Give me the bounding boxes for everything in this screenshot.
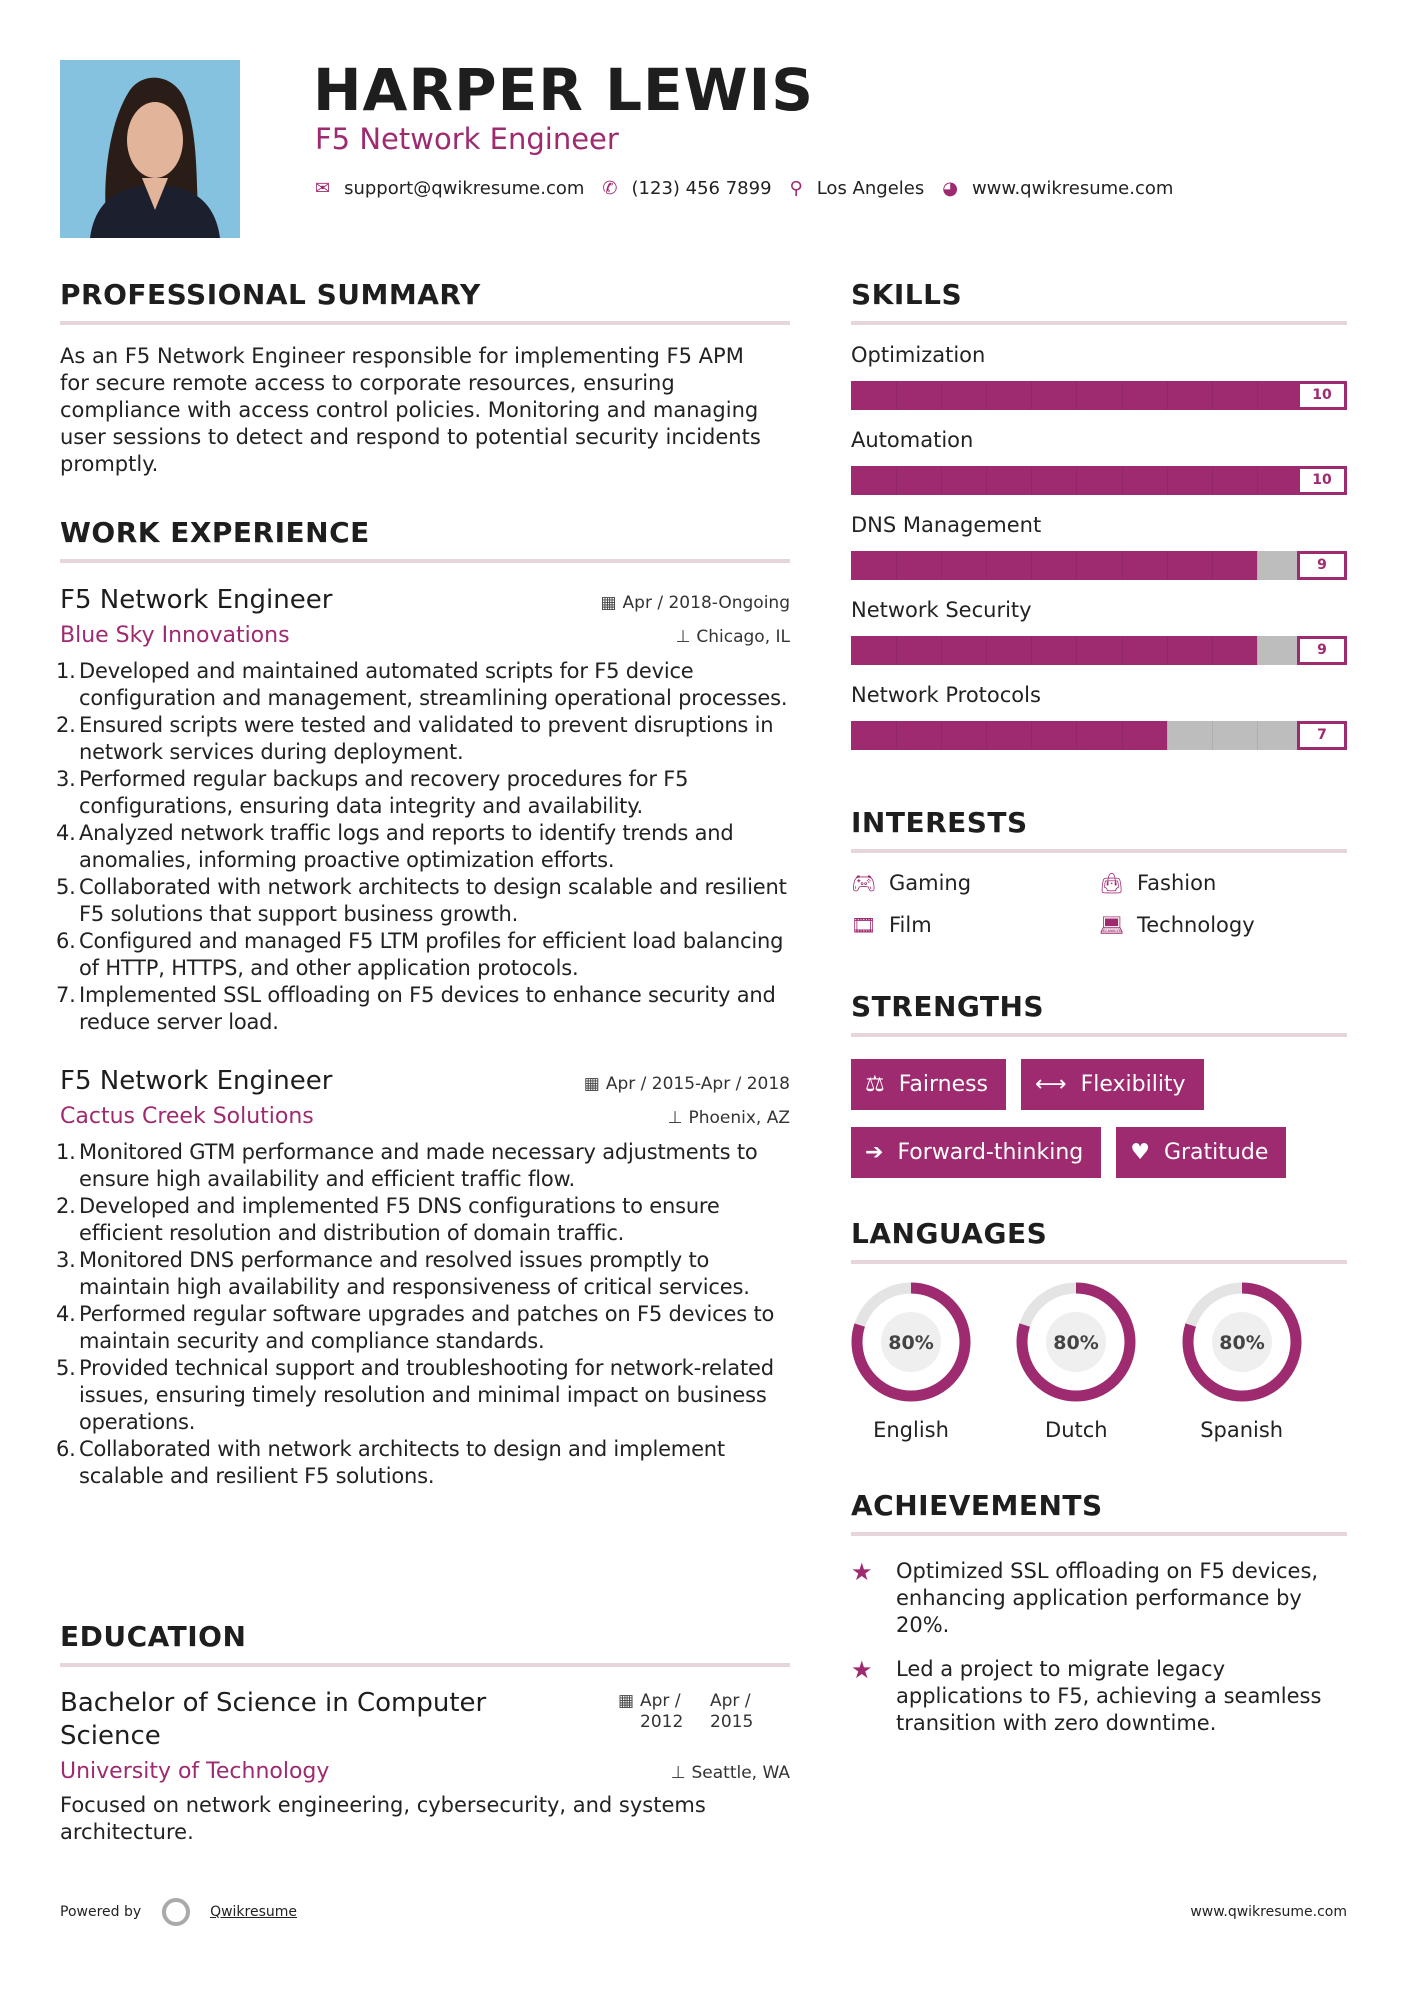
candidate-name: HARPER LEWIS [313, 56, 814, 124]
experience-section [56, 516, 790, 1490]
list-number: 7. [56, 983, 76, 1007]
donut-percent-label: 80% [1218, 1332, 1265, 1354]
list-number: 6. [56, 1437, 76, 1461]
languages-section [851, 1217, 1347, 1442]
interest-item [1099, 913, 1347, 937]
arrows-horizontal-icon: ⟷ [1035, 1072, 1067, 1097]
list-number: 2. [56, 713, 76, 737]
company-name: Cactus Creek Solutions [60, 1104, 314, 1129]
strength-tag [1021, 1059, 1204, 1110]
list-number: 4. [56, 1302, 76, 1326]
contact-bar [315, 178, 1191, 199]
section-divider [851, 1033, 1347, 1037]
list-item [56, 1193, 790, 1247]
skill-bar [851, 636, 1347, 665]
list-text: Monitored GTM performance and made necessary adjustments to ensure high availability and efficient traffic flow. [79, 1140, 758, 1191]
donut-percent-label: 80% [888, 1332, 934, 1354]
language-donut [1016, 1282, 1136, 1402]
contact-text[interactable]: www.qwikresume.com [971, 178, 1174, 199]
list-text: Configured and managed F5 LTM profiles for efficient load balancing of HTTP, HTTPS, and other application protocols. [79, 929, 784, 980]
skill-label: Optimization [851, 343, 986, 367]
strength-label: Gratitude [1163, 1140, 1269, 1165]
list-item [56, 766, 790, 820]
contact-text[interactable]: Los Angeles [816, 178, 925, 199]
job-location [668, 1108, 790, 1128]
achievement-text: Led a project to migrate legacy applications to F5, achieving a seamless transition with zero downtime. [896, 1657, 1322, 1735]
achievement-item [851, 1558, 1347, 1639]
skill-bar-segment [941, 551, 942, 580]
contact-text[interactable]: support@qwikresume.com [344, 178, 585, 199]
company-name: Blue Sky Innovations [60, 623, 290, 648]
language-item [851, 1282, 1016, 1442]
language-item [1016, 1282, 1181, 1442]
skill-bar [851, 466, 1347, 495]
skill-bar-segment [1167, 466, 1168, 495]
list-item [56, 1247, 790, 1301]
skill-bar-segment [1031, 721, 1032, 750]
skill-label: Network Security [851, 598, 1032, 622]
skill-bar-segment [986, 381, 987, 410]
list-item [56, 658, 790, 712]
language-item [1182, 1282, 1347, 1442]
achievements-section [851, 1489, 1347, 1754]
skill-bar-segment [1122, 636, 1123, 665]
globe-icon: ◕ [942, 178, 958, 199]
interest-label: Fashion [1137, 871, 1217, 895]
shopping-bag-icon: 👜︎ [1099, 871, 1125, 895]
section-heading: INTERESTS [851, 806, 1028, 839]
skill-bar-segment [941, 466, 942, 495]
skill-bar-segment [1122, 551, 1123, 580]
skill-bar-segment [1122, 381, 1123, 410]
list-number: 3. [56, 767, 76, 791]
section-heading: ACHIEVEMENTS [851, 1489, 1103, 1522]
list-number: 5. [56, 875, 76, 899]
list-number: 5. [56, 1356, 76, 1380]
skill-bar-segment [1031, 381, 1032, 410]
pin-icon: ⊥ [670, 1763, 686, 1783]
envelope-icon: ✉ [315, 178, 331, 199]
interest-item [851, 871, 1099, 895]
skill-bar-segment [1257, 381, 1258, 410]
skill-bar-segment [1167, 721, 1168, 750]
school-location: Seattle, WA [691, 1763, 790, 1783]
education-dates [618, 1691, 760, 1753]
skill-bar-segment [896, 721, 897, 750]
film-icon: 🎞︎ [851, 913, 877, 937]
skill-bar-segment [1167, 636, 1168, 665]
strength-tag [1116, 1127, 1286, 1178]
balance-scale-icon: ⚖ [865, 1072, 885, 1097]
language-donut [1182, 1282, 1302, 1402]
skill-bar-segment [1257, 636, 1258, 665]
strength-label: Flexibility [1080, 1072, 1186, 1097]
list-item [56, 1436, 790, 1490]
calendar-icon: ▦ [617, 1691, 634, 1711]
date-text: Apr / 2015-Apr / 2018 [605, 1074, 790, 1094]
language-name: Spanish [1200, 1418, 1284, 1442]
responsibility-list [56, 658, 790, 1036]
job-header [60, 1066, 790, 1096]
summary-text: As an F5 Network Engineer responsible for implementing F5 APM for secure remote access to corporate resources, ensuring compliance with access control policies. Monitoring and managing user sessions to detect and respond to potential security incidents promptly. [60, 344, 761, 476]
list-item [56, 982, 790, 1036]
skill-bar-segment [896, 551, 897, 580]
skill-bar-segment [896, 466, 897, 495]
list-number: 1. [56, 659, 76, 683]
list-item [56, 1301, 790, 1355]
skill-bar-segment [1076, 721, 1077, 750]
skill-bar-segment [986, 551, 987, 580]
skill-level-badge: 10 [1297, 466, 1347, 495]
brand-link[interactable]: Qwikresume [210, 1904, 298, 1920]
job-title: F5 Network Engineer [60, 1066, 333, 1096]
footer [60, 1898, 1347, 1926]
section-heading: PROFESSIONAL SUMMARY [60, 278, 481, 311]
list-number: 1. [56, 1140, 76, 1164]
section-heading: STRENGTHS [851, 990, 1045, 1023]
footer-url[interactable]: www.qwikresume.com [1190, 1904, 1347, 1920]
skill-bar-fill [851, 721, 1167, 750]
skill-bar-segment [1257, 551, 1258, 580]
section-divider [851, 1260, 1347, 1264]
star-icon: ★ [851, 1656, 873, 1684]
list-number: 4. [56, 821, 76, 845]
map-pin-icon: ⚲ [789, 178, 803, 199]
list-item [56, 1139, 790, 1193]
section-heading: EDUCATION [60, 1620, 247, 1653]
powered-by-label: Powered by [60, 1904, 142, 1920]
responsibility-list [56, 1139, 790, 1490]
section-divider [60, 1663, 790, 1667]
skill-bar-segment [1212, 466, 1213, 495]
skill-bar-segment [896, 381, 897, 410]
calendar-icon: ▦ [583, 1074, 600, 1094]
heart-icon: ♥ [1130, 1140, 1150, 1165]
skill-bar-fill [851, 636, 1257, 665]
achievement-text: Optimized SSL offloading on F5 devices, enhancing application performance by 20%. [896, 1559, 1319, 1637]
contact-text[interactable]: (123) 456 7899 [631, 178, 772, 199]
strength-label: Forward-thinking [897, 1140, 1084, 1165]
school-name: University of Technology [60, 1759, 330, 1784]
list-text: Performed regular software upgrades and patches on F5 devices to maintain security and compliance standards. [79, 1302, 775, 1353]
profile-photo [60, 60, 240, 238]
skill-bar [851, 721, 1347, 750]
job-header [60, 585, 790, 615]
arrow-right-icon: ➔ [865, 1140, 884, 1165]
candidate-title: F5 Network Engineer [315, 122, 619, 156]
section-divider [60, 321, 790, 325]
list-number: 3. [56, 1248, 76, 1272]
skill-label: Network Protocols [851, 683, 1041, 707]
list-item [56, 820, 790, 874]
skill-level-badge: 7 [1297, 721, 1347, 750]
phone-icon: ✆ [602, 178, 618, 199]
skills-section [851, 278, 1347, 750]
list-item [56, 1355, 790, 1436]
section-heading: WORK EXPERIENCE [60, 516, 370, 549]
skill-bar-segment [1212, 381, 1213, 410]
language-donut [851, 1282, 971, 1402]
skill-bar [851, 381, 1347, 410]
achievement-item [851, 1656, 1347, 1737]
skill-bar-segment [1167, 381, 1168, 410]
skill-bar-segment [1031, 636, 1032, 665]
degree-title: Bachelor of Science in Computer Science [60, 1688, 487, 1751]
list-number: 6. [56, 929, 76, 953]
skill-level-badge: 10 [1297, 381, 1347, 410]
pin-icon: ⊥ [667, 1108, 683, 1128]
strengths-section [851, 990, 1347, 1178]
qwikresume-logo-icon [162, 1898, 190, 1926]
skill-bar-segment [1167, 551, 1168, 580]
job-dates [600, 593, 790, 613]
strength-tag [851, 1059, 1006, 1110]
end-date: Apr / 2015 [710, 1691, 754, 1732]
list-text: Implemented SSL offloading on F5 devices to enhance security and reduce server load. [79, 983, 776, 1034]
interest-item [851, 913, 1099, 937]
location-text: Chicago, IL [696, 627, 790, 647]
list-item [56, 874, 790, 928]
gamepad-icon: 🎮︎ [851, 871, 877, 895]
language-name: Dutch [1045, 1418, 1108, 1442]
skill-bar-segment [896, 636, 897, 665]
skill-bar-segment [986, 721, 987, 750]
skill-bar-segment [1257, 466, 1258, 495]
job-dates [584, 1074, 790, 1094]
laptop-icon: 💻︎ [1099, 913, 1125, 937]
skill-bar [851, 551, 1347, 580]
list-text: Collaborated with network architects to design and implement scalable and resilient F5 solutions. [79, 1437, 725, 1488]
section-divider [851, 849, 1347, 853]
job-entry [56, 585, 790, 1036]
skill-bar-segment [1212, 721, 1213, 750]
skill-bar-segment [1031, 551, 1032, 580]
skill-bar-segment [941, 721, 942, 750]
interest-label: Film [889, 913, 932, 937]
donut-percent-label: 80% [1053, 1332, 1100, 1354]
skill-label: DNS Management [851, 513, 1042, 537]
list-number: 2. [56, 1194, 76, 1218]
section-divider [851, 1532, 1347, 1536]
skill-bar-segment [986, 466, 987, 495]
job-subheader [60, 1104, 790, 1129]
strength-tag [851, 1127, 1101, 1178]
list-text: Developed and implemented F5 DNS configurations to ensure efficient resolution and distribution of domain traffic. [79, 1194, 720, 1245]
skill-bar-segment [986, 636, 987, 665]
job-location [676, 627, 790, 647]
skill-bar-segment [1212, 551, 1213, 580]
skill-bar-segment [1076, 466, 1077, 495]
skill-bar-fill [851, 551, 1257, 580]
skill-bar-segment [1122, 721, 1123, 750]
section-divider [851, 321, 1347, 325]
list-text: Collaborated with network architects to design scalable and resilient F5 solutions that support business growth. [79, 875, 787, 926]
pin-icon: ⊥ [675, 627, 691, 647]
list-text: Ensured scripts were tested and validated to prevent disruptions in network services during deployment. [79, 713, 774, 764]
job-subheader [60, 623, 790, 648]
skill-bar-segment [1031, 466, 1032, 495]
strength-label: Fairness [898, 1072, 989, 1097]
skill-bar-segment [1076, 551, 1077, 580]
list-text: Monitored DNS performance and resolved issues promptly to maintain high availability and responsiveness of critical services. [79, 1248, 750, 1299]
calendar-icon: ▦ [600, 593, 617, 613]
skill-bar-segment [1212, 636, 1213, 665]
star-icon: ★ [851, 1558, 873, 1586]
skill-bar-segment [941, 636, 942, 665]
language-name: English [873, 1418, 949, 1442]
skill-bar-segment [1257, 721, 1258, 750]
interest-label: Gaming [889, 871, 972, 895]
skill-bar-segment [941, 381, 942, 410]
list-text: Developed and maintained automated scripts for F5 device configuration and management, streamlining operational processes. [79, 659, 788, 710]
job-entry [56, 1066, 790, 1490]
list-item [56, 928, 790, 982]
section-heading: SKILLS [851, 278, 963, 311]
interests-section [851, 806, 1347, 937]
location-text: Phoenix, AZ [688, 1108, 790, 1128]
list-item [56, 712, 790, 766]
skill-level-badge: 9 [1297, 551, 1347, 580]
skill-label: Automation [851, 428, 974, 452]
skill-bar-segment [1122, 466, 1123, 495]
education-section [60, 1620, 790, 1846]
skill-bar-segment [1076, 636, 1077, 665]
job-title: F5 Network Engineer [60, 585, 333, 615]
skill-level-badge: 9 [1297, 636, 1347, 665]
interest-item [1099, 871, 1347, 895]
list-text: Analyzed network traffic logs and reports to identify trends and anomalies, informing proactive optimization efforts. [79, 821, 734, 872]
skill-bar-segment [1076, 381, 1077, 410]
section-heading: LANGUAGES [851, 1217, 1048, 1250]
summary-section [60, 278, 790, 478]
list-text: Provided technical support and troubleshooting for network-related issues, ensuring timely resolution and minimal impact on business operations. [79, 1356, 774, 1434]
education-description: Focused on network engineering, cybersecurity, and systems architecture. [60, 1793, 706, 1844]
date-text: Apr / 2018-Ongoing [622, 593, 790, 613]
list-text: Performed regular backups and recovery procedures for F5 configurations, ensuring data integrity and availability. [79, 767, 689, 818]
section-divider [60, 559, 790, 563]
start-date: Apr / 2012 [640, 1691, 684, 1732]
interest-label: Technology [1137, 913, 1255, 937]
